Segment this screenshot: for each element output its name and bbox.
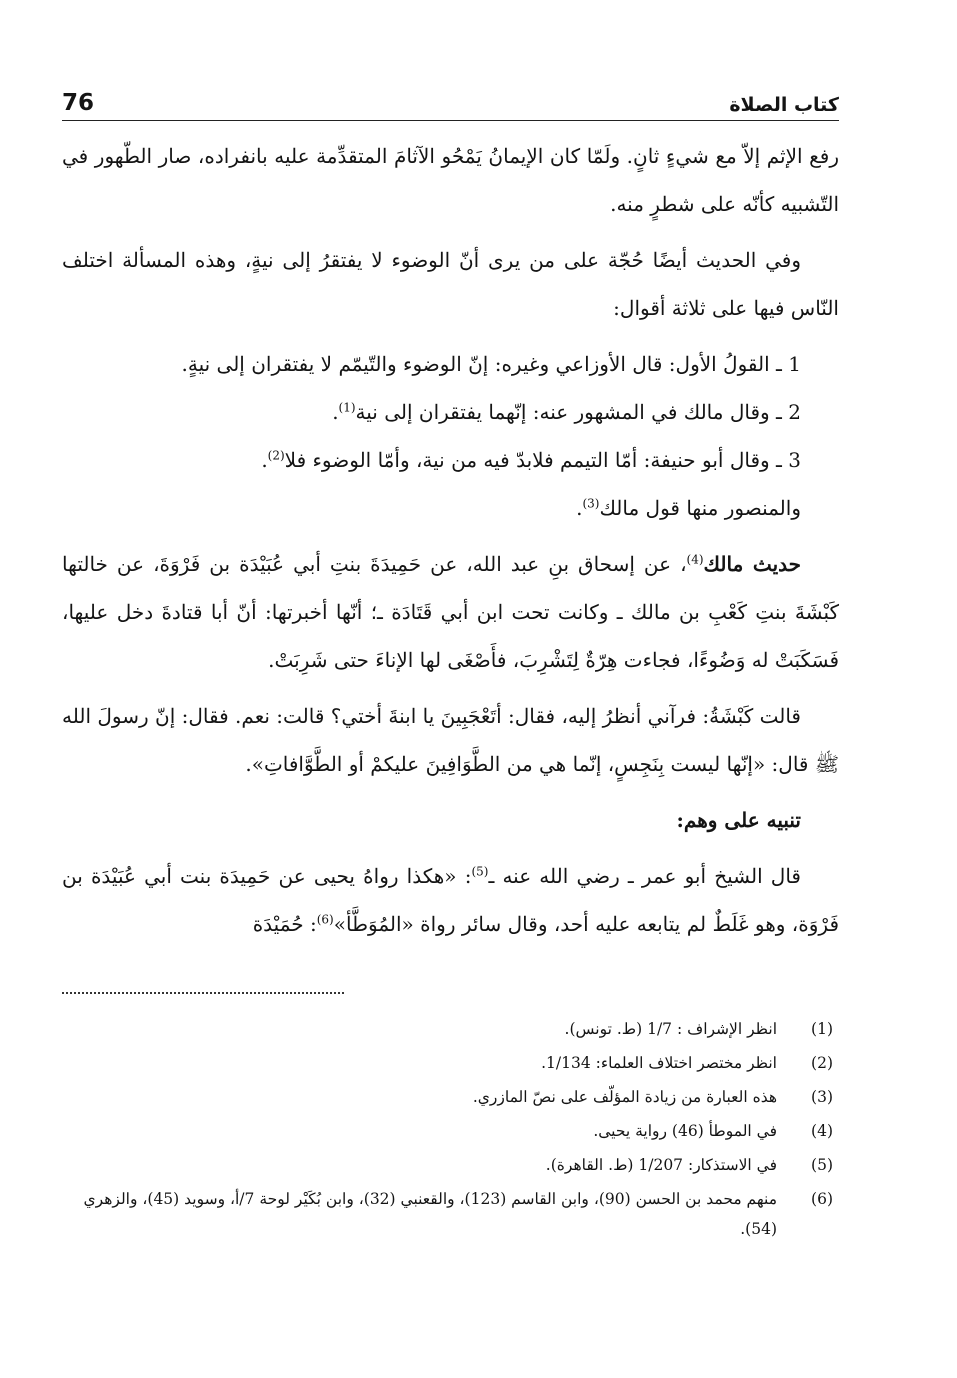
opinion-2-end: . [332,400,339,424]
footnote-6 [62,1182,839,1244]
footnote-ref-3[interactable]: (3) [582,496,600,511]
footnotes [62,1012,839,1244]
conclusion-text: والمنصور منها قول مالك [599,496,801,520]
footnote-number: (1) [811,1020,833,1038]
conclusion-end: . [576,496,583,520]
running-title: كتاب الصلاة [729,94,839,116]
footnote-text: في الموطأ (46) رواية يحيى. [593,1122,777,1140]
footnote-number: (5) [811,1156,833,1174]
abu-umar-text-2: : «هكذا رواهُ يحيى عن حَمِيدَة بنت أبي عُبَيْدَة بن فَرْوَة، وهو غَلَطٌ لم يتابعه عليه أحد، وقال سائر رواة «المُوَطَّأ» [62,864,839,936]
conclusion [62,484,839,532]
opinion-3-text: 3 ـ وقال أبو حنيفة: أمّا التيمم فلابدّ فيه من نية، وأمّا الوضوء فلا [284,448,801,472]
footnote-ref-5[interactable]: (5) [471,864,489,879]
opinion-1: 1 ـ القولُ الأول: قال الأوزاعي وغيره: إنّ الوضوء والتّيمّم لا يفتقران إلى نيةٍ. [181,352,801,376]
footnote-2 [62,1046,839,1080]
opinion-2 [62,388,839,436]
footnote-ref-4[interactable]: (4) [686,552,704,567]
page-number: 76 [62,90,95,116]
footnote-number: (4) [811,1122,833,1140]
paragraph-tahur: رفع الإثم إلاّ مع شيءٍ ثانٍ. ولَمّا كان الإيمانُ يَمْحُو الآثامَ المتقدِّمة عليه بانفراده، صار الطّهور في التّشبيه كأنّه على شطرٍ منه. [62,144,839,216]
footnote-separator [62,992,344,994]
opinion-3 [62,436,839,484]
footnote-3 [62,1080,839,1114]
kabsha-paragraph: قالت كَبْشَةُ: فرآني أنظرُ إليه، فقال: أتَعْجَبِينَ يا ابنةَ أختي؟ قالت: نعم. فقال: إنّ رسولَ الله ﷺ قال: «إنّها ليست بِنَجِسٍ، إنّما هي من الطَّوَافِينَ عليكمْ أو الطَّوَّافاتِ». [62,704,839,776]
hadith-text: ، عن إسحاق بنِ عبد الله، عن حَمِيدَةَ بنتِ أبي عُبَيْدَة بن فَرْوَةَ، عن خالتها كَبْشَةَ بنتِ كَعْبِ بن مالك ـ وكانت تحت ابن أبي قَتَادَة ـ؛ أنّها أخبرتها: أنّ أبا قتادةَ دخل عليها، فَسَكَبَتْ له وَضُوءًا، فجاءت هِرّةٌ لِتَشْرِبَ، فأَصْغَى لها الإناءَ حتى شَرِبَتْ. [62,552,839,672]
footnote-ref-2[interactable]: (2) [267,448,285,463]
footnote-text: انظر الإشراف : 1/7 (ط. تونس). [564,1020,777,1038]
footnote-number: (6) [811,1190,833,1208]
footnote-4 [62,1114,839,1148]
paragraph-niyya: وفي الحديث أيضًا حُجّة على من يرى أنّ الوضوء لا يفتقرُ إلى نيةٍ، وهذه المسألة اختلف النّاس فيها على ثلاثة أقوال: [62,248,839,320]
abu-umar-text-3: : حُمَيْدَة [252,912,317,936]
footnote-ref-6[interactable]: (6) [316,912,334,927]
footnote-1 [62,1012,839,1046]
footnote-number: (3) [811,1088,833,1106]
footnote-text: انظر مختصر اختلاف العلماء: 1/134. [541,1054,777,1072]
footnote-text: هذه العبارة من زيادة المؤلّف على نصّ المازري. [472,1088,777,1106]
opinion-2-text: 2 ـ وقال مالك في المشهور عنه: إنّهما يفتقران إلى نية [355,400,801,424]
main-text [62,132,839,956]
footnote-5 [62,1148,839,1182]
footnote-text: منهم محمد بن الحسن (90)، وابن القاسم (123)، والقعنبي (32)، وابن بُكَيْر لوحة 7/أ، وسويد (45)، والزهري (54). [83,1190,777,1238]
hadith-paragraph [62,540,839,684]
abu-umar-text-1: قال الشيخ أبو عمر ـ رضي الله عنه ـ [488,864,801,888]
footnote-ref-1[interactable]: (1) [338,400,356,415]
hadith-lead: حديث مالك [703,552,801,576]
page-header [62,78,839,121]
footnote-number: (2) [811,1054,833,1072]
section-heading: تنبيه على وهم: [676,808,801,832]
abu-umar-paragraph [62,852,839,948]
opinion-3-end: . [261,448,268,472]
footnote-text: في الاستذكار: 1/207 (ط. القاهرة). [545,1156,777,1174]
